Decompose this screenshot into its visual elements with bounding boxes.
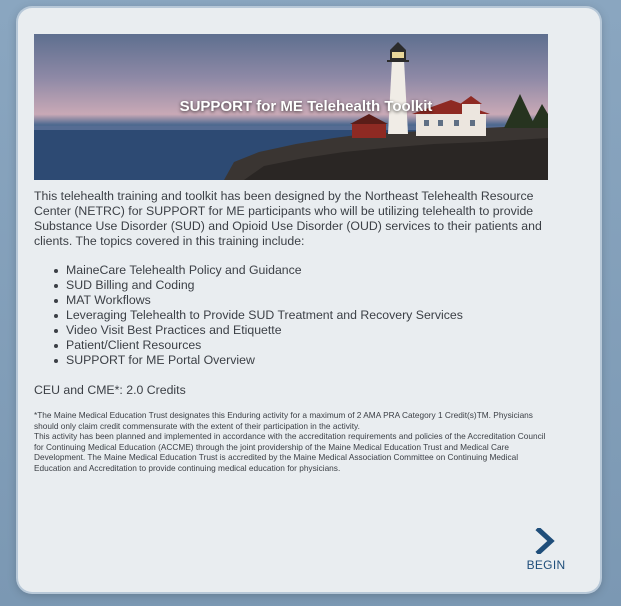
accreditation-fine-print <box>34 410 548 474</box>
topic-item <box>52 293 548 308</box>
bullet-icon <box>54 314 58 318</box>
credits-text: CEU and CME*: 2.0 Credits <box>34 383 186 397</box>
description-section <box>34 189 548 474</box>
bullet-icon <box>54 344 58 348</box>
intro-paragraph: This telehealth training and toolkit has been designed by the Northeast Telehealth Resource Center (NETRC) for SUPPORT for ME participants who will be utilizing telehealth to provide Substance Use Disorder (SUD) and Opioid Use Disorder (OUD) services to their patients and clients. The topics covered in this training include: <box>34 189 542 248</box>
topics-list <box>52 263 548 368</box>
topic-item <box>52 323 548 338</box>
toolkit-title: SUPPORT for ME Telehealth Toolkit <box>179 98 433 115</box>
topic-item <box>52 263 548 278</box>
topic-label: MaineCare Telehealth Policy and Guidance <box>66 263 302 277</box>
begin-label: BEGIN <box>526 558 566 572</box>
fine-print-line-1: *The Maine Medical Education Trust designates this Enduring activity for a maximum of 2 AMA PRA Category 1 Credit(s)TM. Physicians should only claim credit commensurate with the extent of their participation in the activity. <box>34 410 533 431</box>
bullet-icon <box>54 299 58 303</box>
bullet-icon <box>54 329 58 333</box>
topic-label: Leveraging Telehealth to Provide SUD Treatment and Recovery Services <box>66 308 463 322</box>
topic-label: SUD Billing and Coding <box>66 278 195 292</box>
bullet-icon <box>54 359 58 363</box>
topic-item <box>52 278 548 293</box>
topic-label: SUPPORT for ME Portal Overview <box>66 353 255 367</box>
chevron-right-icon <box>535 528 557 554</box>
topic-label: MAT Workflows <box>66 293 151 307</box>
bullet-icon <box>54 284 58 288</box>
topic-item <box>52 308 548 323</box>
topic-item <box>52 353 548 368</box>
begin-button[interactable] <box>524 528 568 576</box>
topic-label: Video Visit Best Practices and Etiquette <box>66 323 282 337</box>
banner-image <box>34 34 548 180</box>
topic-item <box>52 338 548 353</box>
bullet-icon <box>54 269 58 273</box>
topic-label: Patient/Client Resources <box>66 338 202 352</box>
fine-print-line-2: This activity has been planned and implemented in accordance with the accreditation requirements and policies of the Accreditation Council for Continuing Medical Education (ACCME) through the joint providership of the Maine Medical Education Trust and Medical Care Development. The Maine Medical Education Trust is accredited by the Maine Medical Association Committee on Continuing Medical Education and Accreditation to provide continuing medical education for physicians. <box>34 431 546 473</box>
